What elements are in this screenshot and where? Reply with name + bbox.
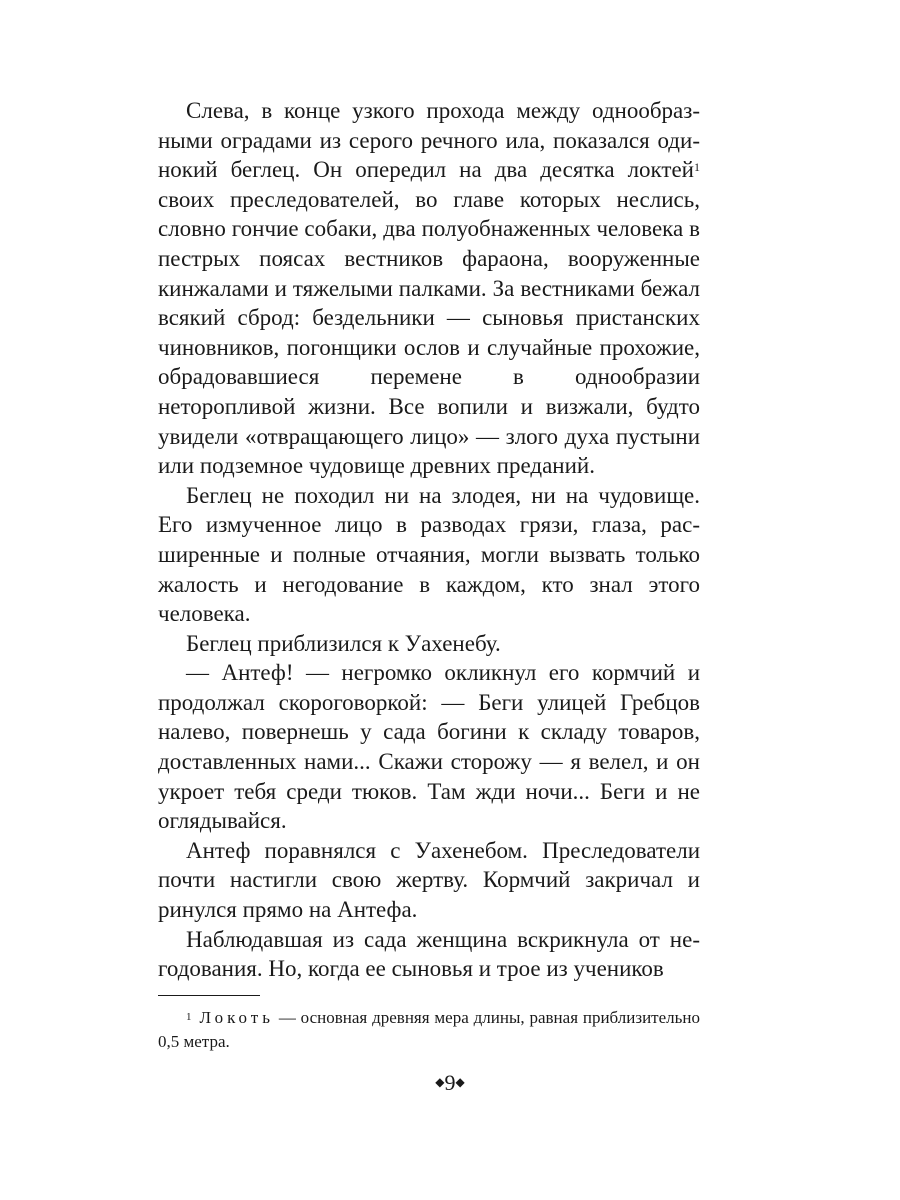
diamond-ornament-right-icon: ◆ bbox=[455, 1074, 465, 1089]
paragraph-4: — Антеф! — негромко окликнул его кормчий и продолжал скороговоркой: — Беги улицей Гребцов налево, повернешь у сада богини к складу товаров, доставленных нами... Скажи сторожу — я велел, и он укроет тебя среди тюков. Там жди ночи... Беги и не оглядывайся. bbox=[158, 660, 700, 834]
paragraph-2: Беглец не походил ни на злодея, ни на чудовище. Его измученное лицо в разводах грязи, глаза, расширенные и полные отчаяния, могли вызвать только жалость и негодование в каждом, кто знал этого человека. bbox=[158, 482, 700, 627]
footnote-term: Локоть bbox=[199, 1008, 274, 1027]
footnote-divider bbox=[158, 995, 260, 996]
paragraph-6: Наблюдавшая из сада женщина вскрикнула от негодования. Но, когда ее сыновья и трое из учеников bbox=[158, 926, 700, 982]
paragraph-3: Беглец приблизился к Уахенебу. bbox=[186, 630, 501, 656]
footnote-text: — основная древняя мера длины, равная приблизительно 0,5 метра. bbox=[158, 1008, 700, 1051]
footnote-reference[interactable]: 1 bbox=[694, 160, 700, 175]
footnote-marker: 1 bbox=[186, 1011, 192, 1023]
paragraph-1-text: Слева, в конце узкого прохода между однообразными оградами из серого речного ила, показался одинокий беглец. Он опередил на два десятка локтей bbox=[158, 98, 700, 183]
paragraph-1-continued: своих преследователей, во главе которых неслись, словно гончие собаки, два полуобнаженных человека в пестрых поясах вестников фараона, вооруженные кинжалами и тяжелыми палками. За вестниками бежал всякий сброд: бездельники — сыновья пристанских чиновников, погонщики ослов и случайные прохожие, обрадовавшиеся перемене в однообразии неторопливой жизни. Все вопили и визжали, будто увидели «отвращающего лицо» — злого духа пустыни или подземное чудовище древних преданий. bbox=[158, 186, 700, 479]
paragraph-5: Антеф поравнялся с Уахенебом. Преследователи почти настигли свою жертву. Кормчий закричал и ринулся прямо на Антефа. bbox=[158, 837, 700, 923]
paragraph-1 bbox=[158, 96, 700, 481]
diamond-ornament-left-icon: ◆ bbox=[435, 1074, 445, 1089]
page-body bbox=[158, 96, 700, 984]
page-number-footer bbox=[0, 1068, 900, 1100]
footnote bbox=[158, 1006, 700, 1054]
page-number: 9 bbox=[444, 1070, 456, 1095]
